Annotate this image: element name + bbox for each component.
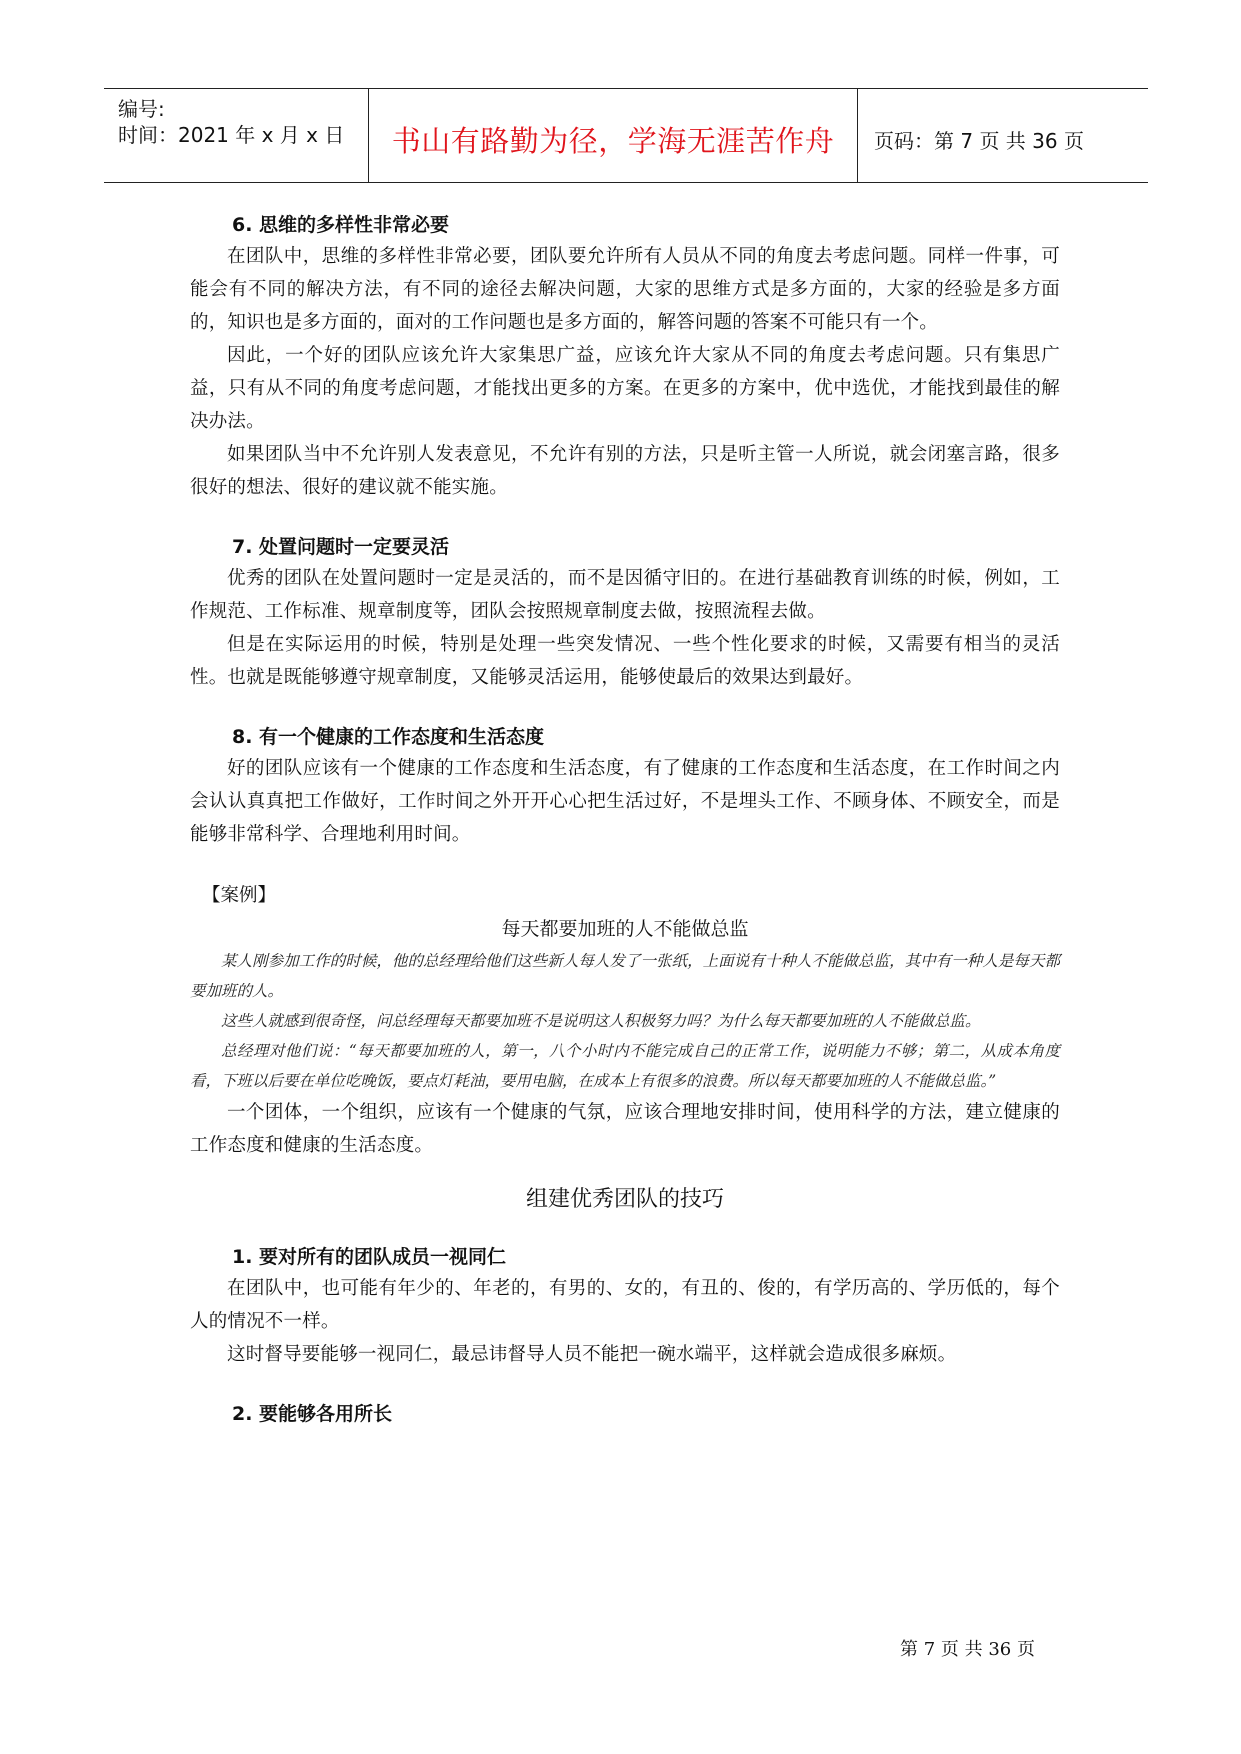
paragraph: 在团队中，也可能有年少的、年老的，有男的、女的，有丑的、俊的，有学历高的、学历低的，每个人的情况不一样。 [190, 1278, 1060, 1332]
section-heading: 6. 思维的多样性非常必要 [232, 214, 450, 236]
motto: 书山有路勤为径，学海无涯苦作舟 [391, 124, 835, 158]
page-footer: 第 7 页 共 36 页 [900, 1639, 1035, 1660]
number-label: 编号: [118, 97, 165, 121]
paragraph: 如果团队当中不允许别人发表意见，不允许有别的方法，只是听主管一人所说，就会闭塞言路，很多很好的想法、很好的建议就不能实施。 [190, 444, 1060, 498]
case-story-paragraph: 这些人就感到很奇怪，问总经理每天都要加班不是说明这人积极努力吗？为什么每天都要加班的人不能做总监。 [221, 1012, 981, 1030]
header-left-cell [104, 89, 369, 182]
section-heading: 1. 要对所有的团队成员一视同仁 [232, 1246, 507, 1268]
paragraph: 好的团队应该有一个健康的工作态度和生活态度，有了健康的工作态度和生活态度，在工作时间之内会认认真真把工作做好，工作时间之外开开心心把生活过好，不是埋头工作、不顾身体、不顾安全，而是能够非常科学、合理地利用时间。 [190, 758, 1060, 845]
section-heading: 2. 要能够各用所长 [232, 1403, 393, 1425]
case-title: 每天都要加班的人不能做总监 [501, 918, 749, 940]
section-heading: 7. 处置问题时一定要灵活 [232, 536, 450, 558]
section-heading: 8. 有一个健康的工作态度和生活态度 [232, 726, 545, 748]
case-label: 【案例】 [202, 885, 277, 906]
document-body [190, 210, 1060, 1429]
time-label: 时间：2021 年 x 月 x 日 [118, 123, 345, 147]
paragraph: 但是在实际运用的时候，特别是处理一些突发情况、一些个性化要求的时候，又需要有相当的灵活性。也就是既能够遵守规章制度，又能够灵活运用，能够使最后的效果达到最好。 [190, 634, 1060, 688]
header-middle-cell [369, 89, 858, 182]
case-story-paragraph: 总经理对他们说：“每天都要加班的人，第一，八个小时内不能完成自己的正常工作，说明能力不够；第二，从成本角度看，下班以后要在单位吃晚饭，要点灯耗油，要用电脑，在成本上有很多的浪费。所以每天都要加班的人不能做总监。” [190, 1042, 1060, 1090]
part-title: 组建优秀团队的技巧 [525, 1187, 724, 1212]
paragraph: 优秀的团队在处置问题时一定是灵活的，而不是因循守旧的。在进行基础教育训练的时候，例如，工作规范、工作标准、规章制度等，团队会按照规章制度去做，按照流程去做。 [190, 568, 1060, 622]
header-right-cell [858, 89, 1148, 182]
paragraph: 这时督导要能够一视同仁，最忌讳督导人员不能把一碗水端平，这样就会造成很多麻烦。 [227, 1344, 957, 1365]
case-conclusion: 一个团体，一个组织，应该有一个健康的气氛，应该合理地安排时间，使用科学的方法，建立健康的工作态度和健康的生活态度。 [190, 1102, 1060, 1156]
page-number-label: 页码：第 7 页 共 36 页 [874, 129, 1084, 153]
page-header [104, 88, 1148, 183]
case-story-paragraph: 某人刚参加工作的时候，他的总经理给他们这些新人每人发了一张纸，上面说有十种人不能做总监，其中有一种人是每天都要加班的人。 [190, 952, 1060, 1000]
paragraph: 在团队中，思维的多样性非常必要，团队要允许所有人员从不同的角度去考虑问题。同样一件事，可能会有不同的解决方法，有不同的途径去解决问题，大家的思维方式是多方面的，大家的经验是多方面的，知识也是多方面的，面对的工作问题也是多方面的，解答问题的答案不可能只有一个。 [190, 246, 1060, 333]
paragraph: 因此，一个好的团队应该允许大家集思广益，应该允许大家从不同的角度去考虑问题。只有集思广益，只有从不同的角度考虑问题，才能找出更多的方案。在更多的方案中，优中选优，才能找到最佳的解决办法。 [190, 345, 1060, 432]
